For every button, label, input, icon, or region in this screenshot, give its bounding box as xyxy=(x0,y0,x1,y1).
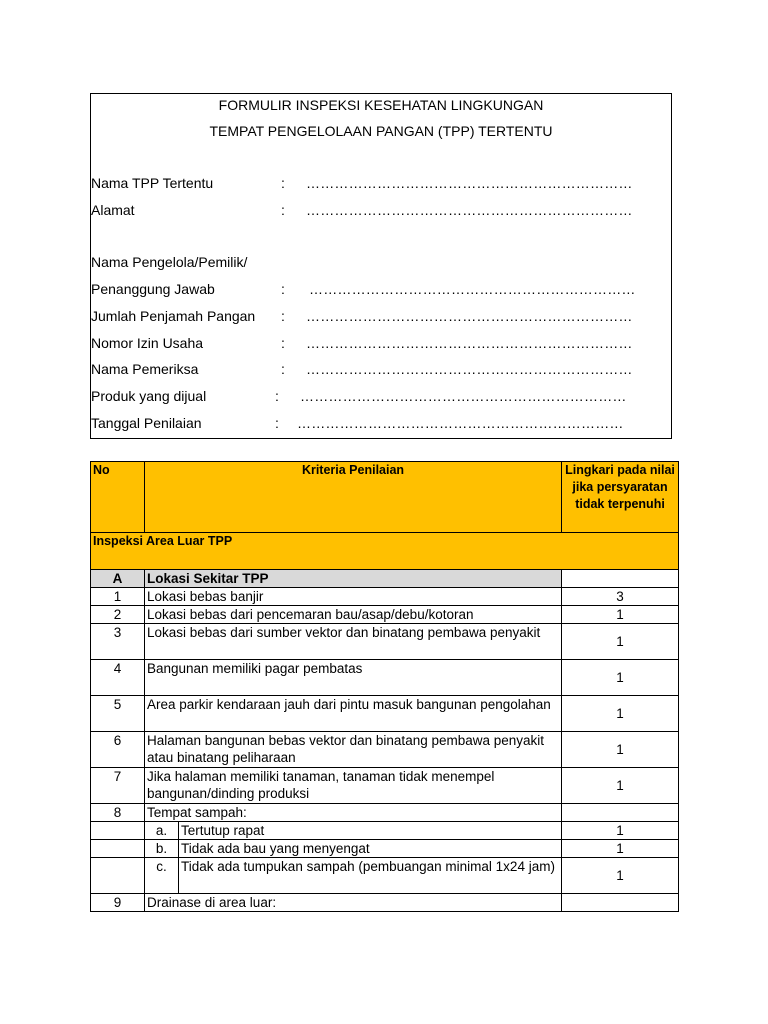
row-no: 8 xyxy=(91,804,145,822)
section-title: Inspeksi Area Luar TPP xyxy=(91,533,679,570)
field-colon: : xyxy=(281,335,285,351)
row-value[interactable]: 3 xyxy=(562,588,679,606)
field-label: Penanggung Jawab xyxy=(91,281,215,297)
row-no: 3 xyxy=(91,624,145,660)
row-text: Area parkir kendaraan jauh dari pintu masuk bangunan pengolahan xyxy=(145,696,562,732)
group-label: Lokasi Sekitar TPP xyxy=(145,570,562,588)
subrow-value[interactable]: 1 xyxy=(562,858,679,894)
table-row xyxy=(91,894,679,912)
field-label: Produk yang dijual xyxy=(91,388,207,404)
subrow-spacer xyxy=(91,822,145,840)
field-nama-pemeriksa[interactable] xyxy=(91,361,671,381)
field-label: Tanggal Penilaian xyxy=(91,415,202,431)
row-text: Lokasi bebas dari sumber vektor dan binatang pembawa penyakit xyxy=(145,624,562,660)
field-colon: : xyxy=(281,281,285,297)
subrow-value[interactable]: 1 xyxy=(562,822,679,840)
row-value[interactable]: 1 xyxy=(562,768,679,804)
table-header-row xyxy=(91,462,679,533)
field-alamat[interactable] xyxy=(91,202,671,222)
field-colon: : xyxy=(281,202,285,218)
subrow-spacer xyxy=(91,840,145,858)
subrow-spacer xyxy=(91,858,145,894)
row-value[interactable]: 1 xyxy=(562,606,679,624)
row-value-empty xyxy=(562,894,679,912)
field-nomor-izin[interactable] xyxy=(91,335,671,355)
field-tanggal[interactable] xyxy=(91,415,671,435)
field-label: Nomor Izin Usaha xyxy=(91,335,204,351)
field-dots: …………………………………………………………… xyxy=(306,335,633,351)
subrow-text: Tidak ada tumpukan sampah (pembuangan minimal 1x24 jam) xyxy=(179,858,562,894)
field-dots: …………………………………………………………… xyxy=(306,308,633,324)
subrow-text: Tidak ada bau yang menyengat xyxy=(179,840,562,858)
row-no: 9 xyxy=(91,894,145,912)
field-label: Alamat xyxy=(91,202,135,218)
field-colon: : xyxy=(275,388,279,404)
field-colon: : xyxy=(281,308,285,324)
row-no: 2 xyxy=(91,606,145,624)
form-title-line2: TEMPAT PENGELOLAAN PANGAN (TPP) TERTENTU xyxy=(209,123,553,139)
row-text: Tempat sampah: xyxy=(145,804,562,822)
row-value[interactable]: 1 xyxy=(562,660,679,696)
field-dots: …………………………………………………………… xyxy=(306,202,633,218)
field-label: Nama Pemeriksa xyxy=(91,361,199,377)
row-no: 5 xyxy=(91,696,145,732)
table-subrow xyxy=(91,858,679,894)
table-subrow xyxy=(91,822,679,840)
table-row xyxy=(91,732,679,768)
row-text: Bangunan memiliki pagar pembatas xyxy=(145,660,562,696)
form-title-line1: FORMULIR INSPEKSI KESEHATAN LINGKUNGAN xyxy=(218,97,544,113)
table-row xyxy=(91,696,679,732)
field-label: Nama TPP Tertentu xyxy=(91,175,214,191)
subrow-value[interactable]: 1 xyxy=(562,840,679,858)
field-colon: : xyxy=(275,415,279,431)
table-row xyxy=(91,768,679,804)
row-text: Jika halaman memiliki tanaman, tanaman tidak menempel bangunan/dinding produksi xyxy=(145,768,562,804)
subrow-letter: a. xyxy=(145,822,179,840)
group-value-cell xyxy=(562,570,679,588)
table-row xyxy=(91,804,679,822)
field-dots: …………………………………………………………… xyxy=(300,388,627,404)
field-label: Jumlah Penjamah Pangan xyxy=(91,308,256,324)
field-produk[interactable] xyxy=(91,388,671,408)
row-no: 4 xyxy=(91,660,145,696)
table-subrow xyxy=(91,840,679,858)
field-nama-pengelola xyxy=(91,254,671,274)
row-value[interactable]: 1 xyxy=(562,696,679,732)
field-colon: : xyxy=(281,175,285,191)
row-text: Lokasi bebas banjir xyxy=(145,588,562,606)
field-nama-tpp[interactable] xyxy=(91,175,671,195)
field-dots: …………………………………………………………… xyxy=(309,281,636,297)
table-row xyxy=(91,660,679,696)
table-row xyxy=(91,624,679,660)
row-no: 1 xyxy=(91,588,145,606)
row-value-empty xyxy=(562,804,679,822)
header-lingkari: Lingkari pada nilai jika persyaratan tidak terpenuhi xyxy=(562,462,679,533)
field-dots: …………………………………………………………… xyxy=(306,361,633,377)
row-value[interactable]: 1 xyxy=(562,624,679,660)
row-no: 6 xyxy=(91,732,145,768)
row-text: Drainase di area luar: xyxy=(145,894,562,912)
group-row xyxy=(91,570,679,588)
row-value[interactable]: 1 xyxy=(562,732,679,768)
field-penanggung-jawab[interactable] xyxy=(91,281,671,301)
row-no: 7 xyxy=(91,768,145,804)
row-text: Lokasi bebas dari pencemaran bau/asap/debu/kotoran xyxy=(145,606,562,624)
field-jumlah-penjamah[interactable] xyxy=(91,308,671,328)
field-dots: …………………………………………………………… xyxy=(306,175,633,191)
table-row xyxy=(91,606,679,624)
table-row xyxy=(91,588,679,606)
group-code: A xyxy=(91,570,145,588)
subrow-text: Tertutup rapat xyxy=(179,822,562,840)
criteria-table xyxy=(90,461,679,912)
section-row xyxy=(91,533,679,570)
subrow-letter: c. xyxy=(145,858,179,894)
field-colon: : xyxy=(281,361,285,377)
form-header-box xyxy=(90,93,672,439)
row-text: Halaman bangunan bebas vektor dan binatang pembawa penyakit atau binatang peliharaan xyxy=(145,732,562,768)
subrow-letter: b. xyxy=(145,840,179,858)
header-no: No xyxy=(91,462,145,533)
field-dots: …………………………………………………………… xyxy=(297,415,624,431)
header-kriteria: Kriteria Penilaian xyxy=(145,462,562,533)
field-label: Nama Pengelola/Pemilik/ xyxy=(91,254,248,270)
